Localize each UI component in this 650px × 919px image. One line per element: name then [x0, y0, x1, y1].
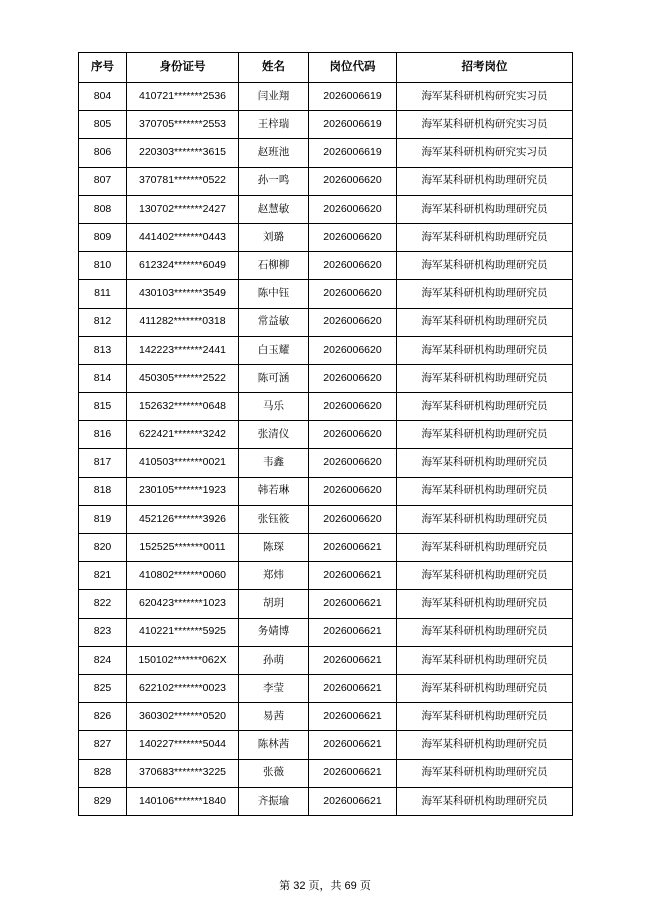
table-row — [79, 646, 573, 674]
table-row — [79, 195, 573, 223]
cell-post-code: 2026006620 — [309, 195, 397, 223]
column-header-id-number: 身份证号 — [127, 53, 239, 83]
cell-sequence: 810 — [79, 252, 127, 280]
cell-name: 石柳柳 — [239, 252, 309, 280]
table-row — [79, 703, 573, 731]
cell-id-number: 152525*******0011 — [127, 534, 239, 562]
cell-id-number: 230105*******1923 — [127, 477, 239, 505]
cell-sequence: 826 — [79, 703, 127, 731]
cell-recruitment-post: 海军某科研机构助理研究员 — [397, 703, 573, 731]
table-row — [79, 562, 573, 590]
cell-recruitment-post: 海军某科研机构助理研究员 — [397, 534, 573, 562]
cell-post-code: 2026006621 — [309, 618, 397, 646]
table-row — [79, 308, 573, 336]
cell-name: 李莹 — [239, 674, 309, 702]
cell-sequence: 812 — [79, 308, 127, 336]
cell-recruitment-post: 海军某科研机构助理研究员 — [397, 223, 573, 251]
cell-sequence: 805 — [79, 111, 127, 139]
table-row — [79, 618, 573, 646]
cell-post-code: 2026006620 — [309, 223, 397, 251]
column-header-name: 姓名 — [239, 53, 309, 83]
cell-post-code: 2026006621 — [309, 787, 397, 815]
table-body — [79, 83, 573, 816]
cell-id-number: 152632*******0648 — [127, 393, 239, 421]
cell-post-code: 2026006619 — [309, 83, 397, 111]
table-header-row — [79, 53, 573, 83]
cell-post-code: 2026006621 — [309, 646, 397, 674]
cell-name: 马乐 — [239, 393, 309, 421]
cell-recruitment-post: 海军某科研机构研究实习员 — [397, 111, 573, 139]
table-row — [79, 139, 573, 167]
table-row — [79, 83, 573, 111]
cell-name: 陈林茜 — [239, 731, 309, 759]
cell-name: 韩若琳 — [239, 477, 309, 505]
cell-id-number: 370705*******2553 — [127, 111, 239, 139]
cell-recruitment-post: 海军某科研机构助理研究员 — [397, 787, 573, 815]
cell-post-code: 2026006621 — [309, 674, 397, 702]
cell-recruitment-post: 海军某科研机构助理研究员 — [397, 731, 573, 759]
table-row — [79, 393, 573, 421]
cell-sequence: 811 — [79, 280, 127, 308]
cell-name: 郑炜 — [239, 562, 309, 590]
cell-name: 赵慧敏 — [239, 195, 309, 223]
table-row — [79, 590, 573, 618]
table-row — [79, 674, 573, 702]
cell-post-code: 2026006620 — [309, 252, 397, 280]
cell-id-number: 410802*******0060 — [127, 562, 239, 590]
cell-id-number: 622102*******0023 — [127, 674, 239, 702]
cell-sequence: 804 — [79, 83, 127, 111]
cell-recruitment-post: 海军某科研机构助理研究员 — [397, 759, 573, 787]
cell-recruitment-post: 海军某科研机构助理研究员 — [397, 562, 573, 590]
column-header-sequence: 序号 — [79, 53, 127, 83]
cell-sequence: 820 — [79, 534, 127, 562]
cell-id-number: 411282*******0318 — [127, 308, 239, 336]
cell-id-number: 620423*******1023 — [127, 590, 239, 618]
cell-recruitment-post: 海军某科研机构助理研究员 — [397, 364, 573, 392]
table-row — [79, 111, 573, 139]
table-row — [79, 280, 573, 308]
cell-sequence: 808 — [79, 195, 127, 223]
cell-id-number: 410721*******2536 — [127, 83, 239, 111]
cell-name: 张清仪 — [239, 421, 309, 449]
cell-sequence: 814 — [79, 364, 127, 392]
cell-id-number: 452126*******3926 — [127, 505, 239, 533]
cell-post-code: 2026006620 — [309, 505, 397, 533]
cell-name: 张钰筱 — [239, 505, 309, 533]
table-row — [79, 421, 573, 449]
table-row — [79, 505, 573, 533]
table-row — [79, 477, 573, 505]
table-row — [79, 223, 573, 251]
cell-post-code: 2026006620 — [309, 167, 397, 195]
cell-name: 刘璐 — [239, 223, 309, 251]
cell-recruitment-post: 海军某科研机构助理研究员 — [397, 252, 573, 280]
cell-post-code: 2026006620 — [309, 364, 397, 392]
cell-name: 王梓瑞 — [239, 111, 309, 139]
cell-id-number: 370781*******0522 — [127, 167, 239, 195]
cell-name: 齐振瑜 — [239, 787, 309, 815]
cell-post-code: 2026006621 — [309, 759, 397, 787]
cell-id-number: 410221*******5925 — [127, 618, 239, 646]
cell-sequence: 813 — [79, 336, 127, 364]
table-row — [79, 252, 573, 280]
cell-id-number: 612324*******6049 — [127, 252, 239, 280]
cell-id-number: 410503*******0021 — [127, 449, 239, 477]
table-header — [79, 53, 573, 83]
cell-post-code: 2026006621 — [309, 731, 397, 759]
cell-id-number: 142223*******2441 — [127, 336, 239, 364]
cell-name: 赵班池 — [239, 139, 309, 167]
cell-post-code: 2026006621 — [309, 590, 397, 618]
table-row — [79, 167, 573, 195]
column-header-recruitment-post: 招考岗位 — [397, 53, 573, 83]
cell-name: 常益敏 — [239, 308, 309, 336]
table-row — [79, 336, 573, 364]
cell-name: 易茜 — [239, 703, 309, 731]
cell-name: 白玉耀 — [239, 336, 309, 364]
cell-recruitment-post: 海军某科研机构助理研究员 — [397, 393, 573, 421]
cell-sequence: 828 — [79, 759, 127, 787]
cell-name: 胡玥 — [239, 590, 309, 618]
page-footer: 第 32 页，共 69 页 — [279, 880, 371, 892]
table-row — [79, 759, 573, 787]
cell-name: 务婧博 — [239, 618, 309, 646]
cell-post-code: 2026006621 — [309, 703, 397, 731]
cell-post-code: 2026006619 — [309, 111, 397, 139]
table-row — [79, 534, 573, 562]
cell-name: 陈可涵 — [239, 364, 309, 392]
cell-id-number: 140106*******1840 — [127, 787, 239, 815]
cell-sequence: 827 — [79, 731, 127, 759]
cell-post-code: 2026006621 — [309, 534, 397, 562]
cell-id-number: 150102*******062X — [127, 646, 239, 674]
cell-id-number: 370683*******3225 — [127, 759, 239, 787]
cell-recruitment-post: 海军某科研机构助理研究员 — [397, 195, 573, 223]
cell-recruitment-post: 海军某科研机构助理研究员 — [397, 449, 573, 477]
cell-sequence: 823 — [79, 618, 127, 646]
cell-id-number: 441402*******0443 — [127, 223, 239, 251]
applicant-roster-table — [78, 52, 573, 816]
table-row — [79, 787, 573, 815]
cell-sequence: 806 — [79, 139, 127, 167]
cell-recruitment-post: 海军某科研机构助理研究员 — [397, 421, 573, 449]
cell-sequence: 818 — [79, 477, 127, 505]
cell-post-code: 2026006620 — [309, 421, 397, 449]
cell-recruitment-post: 海军某科研机构助理研究员 — [397, 167, 573, 195]
cell-recruitment-post: 海军某科研机构助理研究员 — [397, 505, 573, 533]
cell-recruitment-post: 海军某科研机构助理研究员 — [397, 308, 573, 336]
cell-post-code: 2026006619 — [309, 139, 397, 167]
cell-sequence: 821 — [79, 562, 127, 590]
cell-sequence: 815 — [79, 393, 127, 421]
cell-recruitment-post: 海军某科研机构助理研究员 — [397, 280, 573, 308]
cell-name: 张薇 — [239, 759, 309, 787]
cell-recruitment-post: 海军某科研机构助理研究员 — [397, 674, 573, 702]
cell-recruitment-post: 海军某科研机构助理研究员 — [397, 618, 573, 646]
cell-post-code: 2026006620 — [309, 308, 397, 336]
cell-sequence: 807 — [79, 167, 127, 195]
cell-name: 孙萌 — [239, 646, 309, 674]
table-row — [79, 731, 573, 759]
cell-post-code: 2026006620 — [309, 449, 397, 477]
cell-id-number: 450305*******2522 — [127, 364, 239, 392]
cell-sequence: 817 — [79, 449, 127, 477]
cell-id-number: 430103*******3549 — [127, 280, 239, 308]
cell-post-code: 2026006620 — [309, 280, 397, 308]
cell-name: 陈中钰 — [239, 280, 309, 308]
cell-id-number: 220303*******3615 — [127, 139, 239, 167]
cell-sequence: 825 — [79, 674, 127, 702]
cell-id-number: 130702*******2427 — [127, 195, 239, 223]
cell-sequence: 822 — [79, 590, 127, 618]
cell-recruitment-post: 海军某科研机构助理研究员 — [397, 590, 573, 618]
cell-id-number: 140227*******5044 — [127, 731, 239, 759]
cell-id-number: 622421*******3242 — [127, 421, 239, 449]
cell-recruitment-post: 海军某科研机构研究实习员 — [397, 83, 573, 111]
cell-recruitment-post: 海军某科研机构助理研究员 — [397, 336, 573, 364]
cell-id-number: 360302*******0520 — [127, 703, 239, 731]
column-header-post-code: 岗位代码 — [309, 53, 397, 83]
cell-post-code: 2026006620 — [309, 336, 397, 364]
cell-post-code: 2026006620 — [309, 477, 397, 505]
cell-sequence: 829 — [79, 787, 127, 815]
cell-name: 韦鑫 — [239, 449, 309, 477]
cell-sequence: 816 — [79, 421, 127, 449]
cell-sequence: 809 — [79, 223, 127, 251]
cell-name: 陈琛 — [239, 534, 309, 562]
cell-sequence: 819 — [79, 505, 127, 533]
cell-name: 闫业翔 — [239, 83, 309, 111]
table-row — [79, 449, 573, 477]
cell-recruitment-post: 海军某科研机构研究实习员 — [397, 139, 573, 167]
cell-name: 孙一鸣 — [239, 167, 309, 195]
cell-sequence: 824 — [79, 646, 127, 674]
table-row — [79, 364, 573, 392]
cell-post-code: 2026006620 — [309, 393, 397, 421]
cell-recruitment-post: 海军某科研机构助理研究员 — [397, 646, 573, 674]
cell-post-code: 2026006621 — [309, 562, 397, 590]
cell-recruitment-post: 海军某科研机构助理研究员 — [397, 477, 573, 505]
